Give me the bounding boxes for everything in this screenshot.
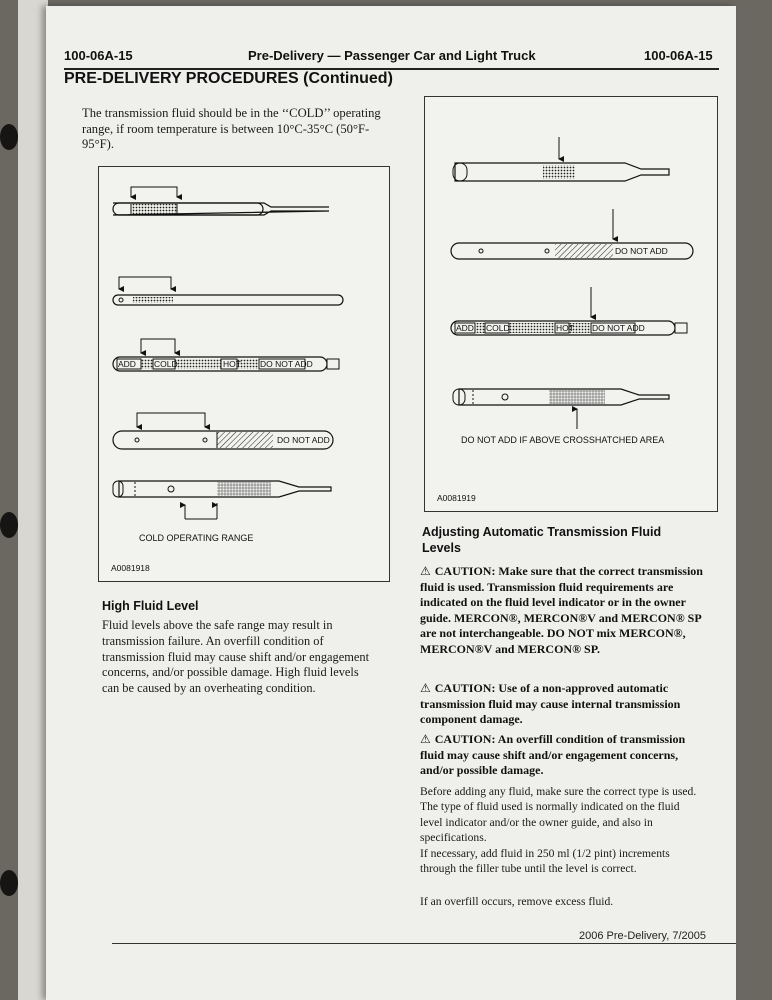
high-fluid-title: High Fluid Level [102,599,199,613]
dipstick-r4 [453,389,669,445]
label-cold-operating-range: COLD OPERATING RANGE [139,533,254,543]
label-do-not-add: DO NOT ADD [277,435,330,445]
warning-triangle-icon: ⚠ [420,564,431,578]
binder-hole [0,512,18,538]
dipstick-4 [113,413,333,449]
binder-hole [0,124,18,150]
warning-triangle-icon: ⚠ [420,732,431,746]
label-hot: HOT [223,359,241,369]
figure-right-fluid-level [424,96,718,512]
label-do-not-add: DO NOT ADD [615,246,668,256]
dipstick-illustrations-left [99,167,389,581]
label-add: ADD [118,359,136,369]
header-page-number-left: 100-06A-15 [64,48,133,63]
figure-id: A0081919 [437,493,476,503]
binding-edge [18,0,48,1000]
header-page-number-right: 100-06A-15 [644,48,713,63]
label-do-not-add: DO NOT ADD [260,359,313,369]
footer-rule [112,943,736,944]
label-add: ADD [456,323,474,333]
caution-2 [420,681,710,728]
dipstick-r1 [453,137,669,181]
caution-2-text: CAUTION: Use of a non-approved automatic transmission fluid may cause internal transmission component damage. [420,681,681,726]
caution-1-text: CAUTION: Make sure that the correct transmission fluid is used. Transmission fluid requirements are indicated on the fluid level indicator or in the owner guide. MERCON®, MERCON®V and MERCON® SP are not interchangeable. DO NOT mix MERCON®, MERCON®V and MERCON® SP. [420,564,703,656]
dipstick-5 [113,481,331,543]
adjusting-paragraph-3: If an overfill occurs, remove excess fluid. [420,895,614,908]
label-cold: COLD [154,359,178,369]
dipstick-3 [113,339,339,371]
adjusting-title: Adjusting Automatic Transmission Fluid Levels [422,525,662,555]
label-cold: COLD [486,323,510,333]
warning-triangle-icon: ⚠ [420,681,431,695]
binder-hole [0,870,18,896]
dipstick-r3 [451,287,687,335]
dipstick-illustrations-right [425,97,717,511]
adjusting-paragraph-1: Before adding any fluid, make sure the correct type is used. The type of fluid used is normally indicated on the fluid level indicator and/or the owner guide, and also in specifications. [420,785,697,844]
figure-left-cold-range [98,166,390,582]
adjusting-paragraph-2: If necessary, add fluid in 250 ml (1/2 pint) increments through the filler tube until the level is correct. [420,847,670,876]
caution-1 [420,564,710,657]
footer-text: 2006 Pre-Delivery, 7/2005 [579,930,706,942]
caution-3 [420,732,710,779]
dipstick-r2 [451,209,693,259]
dipstick-1 [113,187,329,215]
figure-id: A0081918 [111,563,150,573]
dipstick-2 [113,277,343,305]
intro-paragraph: The transmission fluid should be in the ‘‘COLD’’ operating range, if room temperature is between 10°C-35°C (50°F-95°F). [82,106,381,152]
section-title: PRE-DELIVERY PROCEDURES (Continued) [64,70,393,87]
label-do-not-add: DO NOT ADD [592,323,645,333]
label-hot: HOT [556,323,574,333]
manual-page [46,6,736,1000]
header-title: Pre-Delivery — Passenger Car and Light Truck [248,48,536,63]
label-caption: DO NOT ADD IF ABOVE CROSSHATCHED AREA [461,435,665,445]
high-fluid-body: Fluid levels above the safe range may result in transmission failure. An overfill condition of transmission fluid may cause shift and/or engagement concerns, and/or possible damage. High fluid levels can be caused by an overheating condition. [102,618,370,696]
caution-3-text: CAUTION: An overfill condition of transmission fluid may cause shift and/or engagement concerns, and/or possible damage. [420,732,686,777]
